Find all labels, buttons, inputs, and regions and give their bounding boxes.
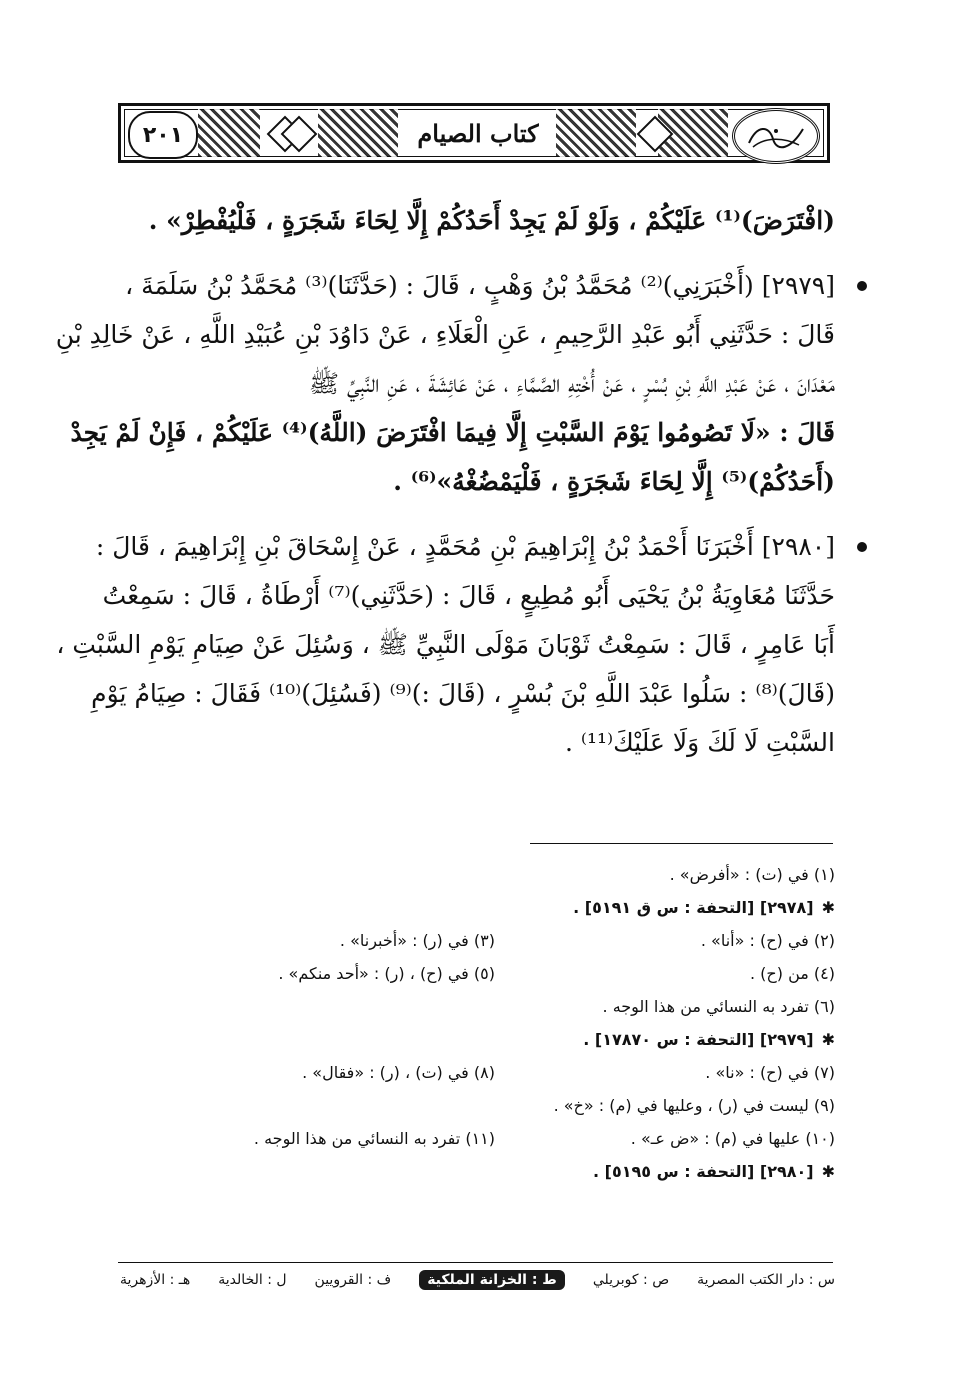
text-line: [٢٩٨٠] أَخْبَرَنَا أَحْمَدُ بْنُ إِبْرَاهِيمَ بْنِ مُحَمَّدٍ ، عَنْ إِسْحَاقَ بْنِ إِبْرَاهِيمَ ، قَالَ :	[95, 532, 835, 561]
ornament-pattern	[198, 109, 260, 157]
hadith-2979	[55, 261, 835, 506]
text-line: (افْتَرَضَ)⁽¹⁾ عَلَيْكُمْ ، وَلَوْ لَمْ يَجِدْ أَحَدُكُمْ إِلَّا لِحَاءَ شَجَرَةٍ ، فَلْيُفْطِرْ» .	[148, 206, 835, 235]
takhrij-note: [٢٩٧٩] [التحفة : س ١٧٨٧٠] .	[583, 1030, 814, 1049]
footnote: (٢) في (ح) : «أنا» .	[700, 931, 835, 950]
bullet-icon	[857, 542, 867, 552]
footnote: (٨) في (ت) ، (ر) : «فقال» .	[302, 1063, 495, 1082]
legend-divider	[118, 1262, 833, 1263]
publisher-logo-icon	[732, 108, 820, 164]
text-line: [٢٩٧٩] (أَخْبَرَنِي)⁽²⁾ مُحَمَّدُ بْنُ وَهْبٍ ، قَالَ : (حَدَّثَنَا)⁽³⁾ مُحَمَّدُ بْنُ سَلَمَةَ ،	[125, 271, 835, 300]
footnote: (١١) تفرد به النسائي من هذا الوجه .	[253, 1129, 495, 1148]
hadith-2980	[56, 522, 835, 767]
legend-item: هـ : الأزهرية	[120, 1272, 191, 1288]
footnote: (٣) في (ر) : «أخبرنا» .	[339, 931, 495, 950]
footnote: (٤) من (ح) .	[750, 964, 835, 983]
paragraph-continuation	[120, 196, 835, 245]
legend-item-highlighted: ط : الخزانة الملكية	[419, 1270, 565, 1290]
text-line: (أَحَدُكُمْ)⁽⁵⁾ إِلَّا لِحَاءَ شَجَرَةٍ ، فَلْيَمْضُغْهُ»⁽⁶⁾ .	[393, 467, 835, 496]
text-line: قَالَ : حَدَّثَنِي أَبُو عَبْدِ الرَّحِيمِ ، عَنِ الْعَلَاءِ ، عَنْ دَاوُدَ بْنِ عُبَيْدِ اللَّهِ ، عَنْ خَالِدِ بْنِ	[55, 320, 835, 349]
hadith-text	[55, 196, 835, 767]
page-header	[118, 103, 830, 163]
legend-item: ف : القرويين	[314, 1272, 392, 1288]
footnote: (٩) ليست في (ر) ، وعليها في (م) : «خ» .	[553, 1096, 835, 1115]
legend-item: ل : الخالدية	[218, 1272, 287, 1288]
footnote: (٧) في (ح) : «نا» .	[705, 1063, 835, 1082]
text-line: قَالَ : «لَا تَصُومُوا يَوْمَ السَّبْتِ إِلَّا فِيمَا افْتَرَضَ (اللَّهُ)⁽⁴⁾ عَلَيْكُمْ ، فَإِنْ لَمْ يَجِدْ	[70, 418, 835, 447]
legend-item: ص : كوبريلي	[592, 1272, 670, 1288]
ornament-pattern	[556, 109, 636, 157]
footnote: (٥) في (ح) ، (ر) : «أحد منكم» .	[278, 964, 495, 983]
footnotes	[120, 858, 835, 1188]
text-line: السَّبْتِ لَا لَكَ وَلَا عَلَيْكَ⁽¹¹⁾ .	[564, 728, 835, 757]
takhrij-note: [٢٩٨٠] [التحفة : س ٥١٩٥] .	[593, 1162, 814, 1181]
ornament-pattern	[318, 109, 398, 157]
text-line: مَعْدَانَ ، عَنْ عَبْدِ اللَّهِ بْنِ بُسْرٍ ، عَنْ أُخْتِهِ الصَّمَّاءِ ، عَنْ عَائِشَةَ ، عَنِ النَّبِيِّ ﷺ	[308, 369, 835, 398]
footnote: (١٠) عليها في (م) : «ض عـ» .	[630, 1129, 835, 1148]
manuscript-legend	[120, 1270, 835, 1290]
calligraphy-logo-icon	[743, 119, 809, 153]
text-line: (قَالَ)⁽⁸⁾ : سَلُوا عَبْدَ اللَّهِ بْنَ بُسْرٍ ، (قَالَ :)⁽⁹⁾ (فَسُئِلَ)⁽¹⁰⁾ فَقَالَ : صِيَامُ يَوْمِ	[91, 679, 835, 708]
page-number: ٢٠١	[128, 111, 198, 159]
asterisk-icon: ✱	[821, 1030, 835, 1049]
footnote: (٦) تفرد به النسائي من هذا الوجه .	[602, 997, 835, 1016]
text-line: أَبَا عَامِرٍ ، قَالَ : سَمِعْتُ ثَوْبَانَ مَوْلَى النَّبِيِّ ﷺ ، وَسُئِلَ عَنْ صِيَامِ يَوْمِ السَّبْتِ ،	[56, 630, 835, 659]
takhrij-note: [٢٩٧٨] [التحفة : س ق ٥١٩١] .	[573, 898, 814, 917]
asterisk-icon: ✱	[821, 1162, 835, 1181]
footnote: (١) في (ت) : «أفرض» .	[669, 865, 835, 884]
chapter-title: كتاب الصيام	[403, 111, 553, 155]
text-line: حَدَّثَنَا مُعَاوِيَةُ بْنُ يَحْيَى أَبُو مُطِيعٍ ، قَالَ : (حَدَّثَنِي)⁽⁷⁾ أَرْطَاةُ ، قَالَ : سَمِعْتُ	[102, 581, 835, 610]
asterisk-icon: ✱	[821, 898, 835, 917]
footnote-divider	[530, 843, 833, 844]
legend-item: س : دار الكتب المصرية	[697, 1272, 835, 1288]
bullet-icon	[857, 281, 867, 291]
